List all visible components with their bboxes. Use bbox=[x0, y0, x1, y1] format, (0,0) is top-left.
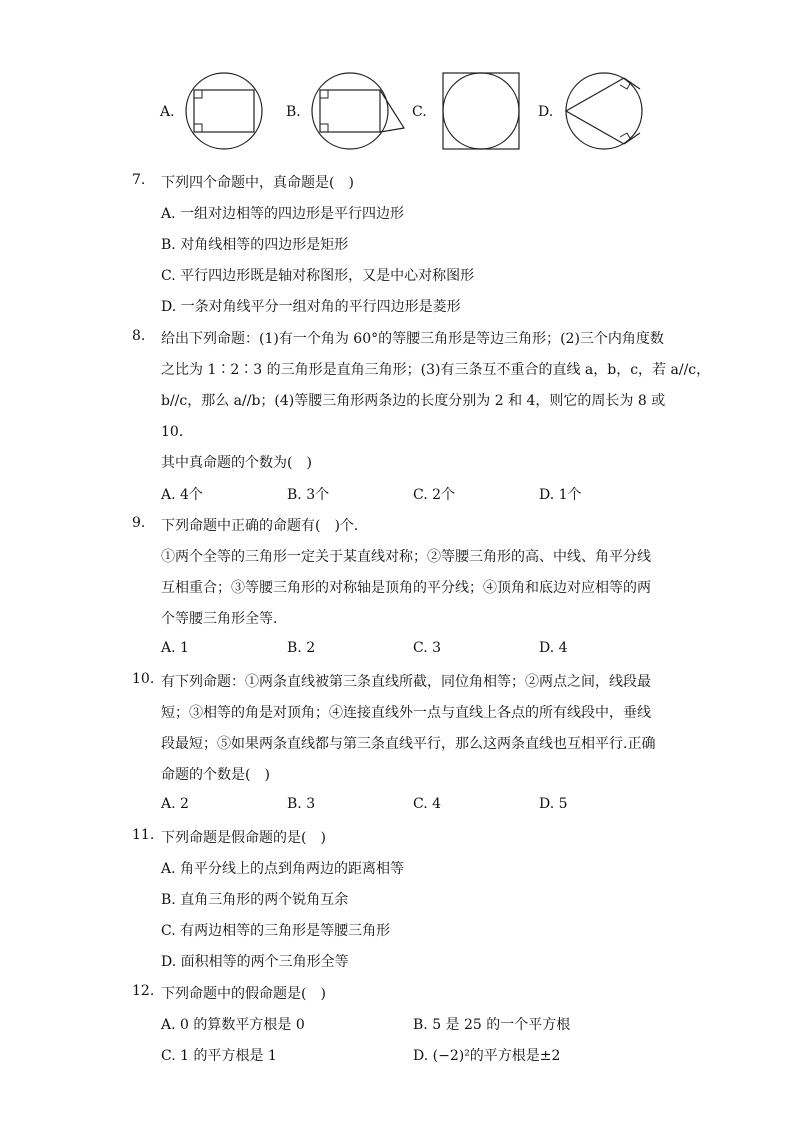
question-number: 10. bbox=[132, 671, 155, 687]
option-b[interactable]: B. 3个 bbox=[287, 487, 330, 503]
question-text-line: ①两个全等的三角形一定关于某直线对称；②等腰三角形的高、中线、角平分线 bbox=[161, 549, 651, 565]
question-number: 12. bbox=[132, 983, 155, 999]
option-c[interactable]: C. 3 bbox=[413, 640, 442, 656]
option-b[interactable]: B. 对角线相等的四边形是矩形 bbox=[161, 237, 349, 253]
option-b[interactable]: B. 3 bbox=[287, 796, 316, 812]
question-stem: 下列命题中正确的命题有( )个． bbox=[161, 518, 368, 534]
question-text-line: 有下列命题：①两条直线被第三条直线所截，同位角相等；②两点之间，线段最 bbox=[161, 674, 651, 690]
question-number: 11. bbox=[132, 827, 155, 843]
option-a[interactable]: A. 角平分线上的点到角两边的距离相等 bbox=[161, 861, 405, 877]
option-d[interactable]: D. 一条对角线平分一组对角的平行四边形是菱形 bbox=[161, 299, 461, 315]
question-stem: 下列四个命题中，真命题是( ) bbox=[161, 175, 354, 191]
figure-options-row bbox=[0, 70, 793, 152]
option-d[interactable]: D. 面积相等的两个三角形全等 bbox=[161, 954, 349, 970]
figure-label-b: B. bbox=[286, 104, 301, 120]
option-b[interactable]: B. 直角三角形的两个锐角互余 bbox=[161, 892, 349, 908]
option-c[interactable]: C. 4 bbox=[413, 796, 442, 812]
question-stem: 下列命题是假命题的是( ) bbox=[161, 830, 326, 846]
option-c[interactable]: C. 平行四边形既是轴对称图形，又是中心对称图形 bbox=[161, 268, 475, 284]
square-inscribed-circle-figure bbox=[440, 70, 524, 152]
question-text-line: 互相重合；③等腰三角形的对称轴是顶角的平分线；④顶角和底边对应相等的两 bbox=[161, 580, 651, 596]
question-number: 8. bbox=[132, 328, 146, 344]
question-text-line: 个等腰三角形全等． bbox=[161, 611, 287, 627]
option-a[interactable]: A. 0 的算数平方根是 0 bbox=[161, 1017, 305, 1033]
question-text-line: 给出下列命题：(1)有一个角为 60°的等腰三角形是等边三角形；(2)三个内角度数 bbox=[161, 331, 664, 347]
option-a[interactable]: A. 一组对边相等的四边形是平行四边形 bbox=[161, 206, 405, 222]
option-d[interactable]: D. (−2)²的平方根是±2 bbox=[413, 1048, 561, 1064]
option-d[interactable]: D. 5 bbox=[539, 796, 568, 812]
question-text-line: 短；③相等的角是对顶角；④连接直线外一点与直线上各点的所有线段中，垂线 bbox=[161, 705, 651, 721]
option-b[interactable]: B. 5 是 25 的一个平方根 bbox=[413, 1017, 571, 1033]
option-c[interactable]: C. 有两边相等的三角形是等腰三角形 bbox=[161, 923, 391, 939]
question-text-line: 段最短；⑤如果两条直线都与第三条直线平行，那么这两条直线也互相平行.正确 bbox=[161, 736, 656, 752]
question-stem: 其中真命题的个数为( ) bbox=[161, 455, 312, 471]
question-stem: 下列命题中的假命题是( ) bbox=[161, 986, 326, 1002]
question-text-line: b//c，那么 a//b；(4)等腰三角形两条边的长度分别为 2 和 4，则它的周长为 8 或 bbox=[161, 393, 666, 409]
question-text-line: 之比为 1∶2∶3 的三角形是直角三角形；(3)有三条互不重合的直线 a，b，c，若 a//c， bbox=[161, 362, 711, 378]
figure-label-c: C. bbox=[412, 104, 427, 120]
option-a[interactable]: A. 1 bbox=[161, 640, 189, 656]
circle-inscribed-rectangle-figure bbox=[182, 70, 266, 152]
option-a[interactable]: A. 4个 bbox=[161, 487, 203, 503]
question-number: 9. bbox=[132, 515, 146, 531]
option-c[interactable]: C. 2个 bbox=[413, 487, 456, 503]
option-d[interactable]: D. 1个 bbox=[539, 487, 582, 503]
option-b[interactable]: B. 2 bbox=[287, 640, 316, 656]
question-stem: 命题的个数是( ) bbox=[161, 767, 270, 783]
question-number: 7. bbox=[132, 172, 146, 188]
option-d[interactable]: D. 4 bbox=[539, 640, 568, 656]
figure-label-a: A. bbox=[160, 104, 175, 120]
option-a[interactable]: A. 2 bbox=[161, 796, 189, 812]
circle-inscribed-kite-figure bbox=[564, 70, 648, 152]
option-c[interactable]: C. 1 的平方根是 1 bbox=[161, 1048, 277, 1064]
figure-label-d: D. bbox=[538, 104, 554, 120]
question-text-line: 10． bbox=[161, 424, 193, 440]
